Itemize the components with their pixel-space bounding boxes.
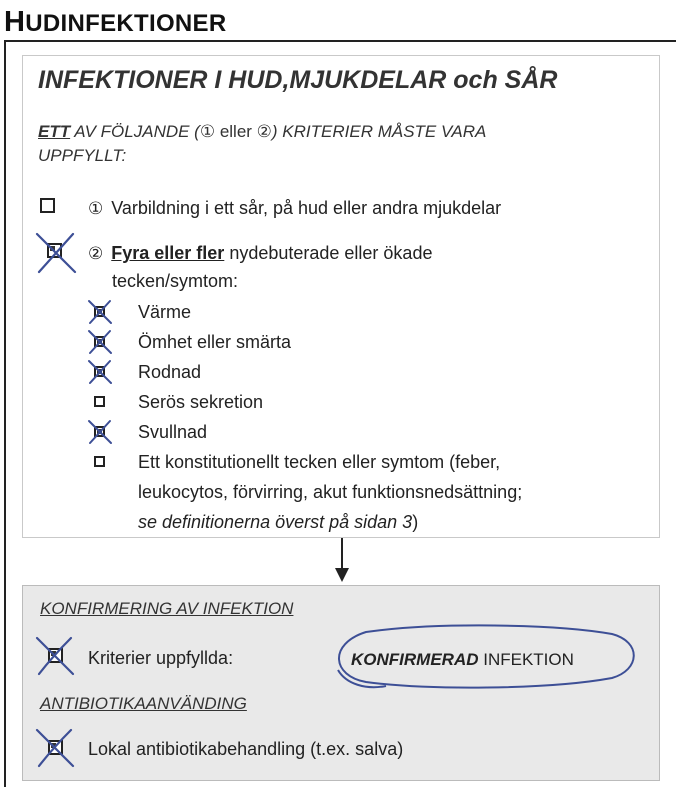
sign-label-omhet: Ömhet eller smärta [138,332,292,352]
sign-checkbox-constitutional[interactable] [94,456,105,467]
page-title [4,6,226,39]
criteria-requirement [38,120,638,168]
sign-label-varme: Värme [138,302,192,322]
constitutional-line-3 [138,510,418,534]
sign-cross-mark-rodnad [86,358,114,386]
sign-label-svullnad: Svullnad [138,422,208,442]
requirement-text-b: eller [215,122,257,141]
option2-line [88,241,432,266]
sign-cross-mark-varme [86,298,114,326]
constitutional-reference: se definitionerna överst på sidan 3 [138,512,413,532]
option1-number: ① [88,199,104,218]
down-arrow-icon [332,538,352,584]
sign-checkbox-seros[interactable] [94,396,105,407]
status-rest: INFEKTION [478,650,574,669]
circled-two: ② [256,122,272,141]
constitutional-close-paren: ) [412,512,419,532]
criteria-met-cross-mark [33,634,77,678]
criteria-title: INFEKTIONER I HUD,MJUKDELAR och SÅR [38,66,558,94]
option1-checkbox[interactable] [40,198,55,213]
requirement-text-c: ) KRITERIER MÅSTE VARA [271,122,487,141]
sign-cross-mark-svullnad [86,418,114,446]
title-rest: UDINFEKTIONER [25,10,227,37]
antibiotic-heading: ANTIBIOTIKAANVÄNDING [40,694,247,713]
status-bold: KONFIRMERAD [351,650,479,669]
option2-cross-mark [33,230,79,276]
constitutional-line-1: Ett konstitutionellt tecken eller symtom (feber, [138,452,501,472]
requirement-emphasis: ETT [38,122,71,141]
antibiotic-cross-mark [33,726,77,770]
confirmed-infection-status [351,650,574,670]
sign-label-rodnad: Rodnad [138,362,202,382]
constitutional-line-2: leukocytos, förvirring, akut funktionsnedsättning; [138,482,523,502]
requirement-line-2: UPPFYLLT: [38,146,127,165]
option2-emphasis: Fyra eller fler [111,243,225,263]
confirmation-heading: KONFIRMERING AV INFEKTION [40,599,294,618]
sign-cross-mark-omhet [86,328,114,356]
antibiotic-label: Lokal antibiotikabehandling (t.ex. salva) [88,739,404,759]
criteria-met-label: Kriterier uppfyllda: [88,648,234,668]
option1-line [88,196,501,221]
circled-one: ① [199,122,216,141]
requirement-text-a: AV FÖLJANDE ( [70,122,200,141]
title-first-letter: H [4,6,26,38]
option2-label: nydebuterade eller ökade [224,243,433,263]
title-divider [4,40,676,42]
sign-label-seros: Serös sekretion [138,392,264,412]
option1-label: Varbildning i ett sår, på hud eller andra mjukdelar [111,198,502,218]
left-margin-rule [4,40,6,787]
option2-number: ② [88,244,104,263]
option2-line-2: tecken/symtom: [112,271,239,291]
